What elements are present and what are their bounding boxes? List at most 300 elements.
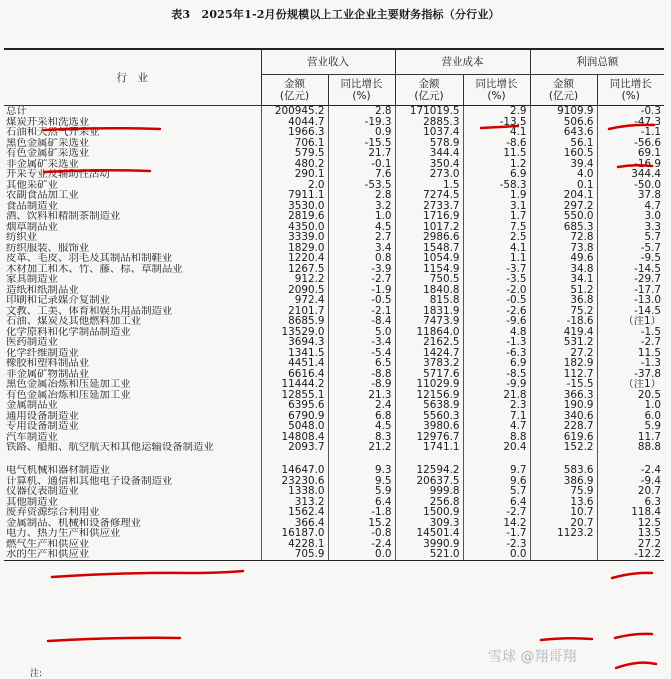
revenue-amount-cell: 3694.3	[261, 337, 328, 348]
profit-growth-cell: （注1）	[597, 379, 664, 390]
revenue-amount-cell: 6616.4	[261, 369, 328, 380]
revenue-amount-cell: 4451.4	[261, 358, 328, 369]
industry-name-cell: 农副食品加工业	[6, 190, 79, 201]
table-row	[4, 306, 664, 317]
revenue-growth-cell: 0.9	[328, 127, 395, 138]
industry-name-cell: 医药制造业	[6, 337, 58, 348]
cost-growth-cell: 3.1	[463, 201, 530, 212]
industry-name-cell: 总计	[6, 105, 27, 117]
footnote: 注:	[30, 669, 43, 679]
profit-growth-cell: -0.3	[597, 106, 664, 117]
cost-growth-cell: 2.3	[463, 400, 530, 411]
cost-amount-cell: 12156.9	[395, 390, 463, 401]
cost-growth-cell: 4.1	[463, 127, 530, 138]
revenue-growth-cell: -19.3	[328, 117, 395, 128]
cost-growth-cell: 0.0	[463, 549, 530, 560]
profit-amount-cell: 20.7	[530, 518, 597, 529]
profit-growth-cell: 20.5	[597, 390, 664, 401]
industry-name-cell: 计算机、通信和其他电子设备制造业	[6, 475, 173, 486]
revenue-amount-cell: 14647.0	[261, 465, 328, 476]
profit-growth-cell: 3.0	[597, 211, 664, 222]
profit-growth-cell: -1.3	[597, 358, 664, 369]
profit-amount-cell: 75.2	[530, 306, 597, 317]
cost-growth-cell: 6.9	[463, 358, 530, 369]
cost-growth-cell: -2.7	[463, 507, 530, 518]
profit-amount-cell: 643.6	[530, 127, 597, 138]
revenue-amount-cell: 7911.1	[261, 190, 328, 201]
revenue-header: 营业收入	[261, 49, 395, 75]
industry-name-cell: 食品制造业	[6, 200, 58, 211]
cost-amount-cell: 5638.9	[395, 400, 463, 411]
profit-amount-cell: 27.2	[530, 348, 597, 359]
cost-amount-cell: 1154.9	[395, 264, 463, 275]
profit-growth-cell: -56.6	[597, 138, 664, 149]
revenue-amount-cell: 706.1	[261, 138, 328, 149]
profit-amount-cell: 1123.2	[530, 528, 597, 539]
revenue-growth-cell: -3.4	[328, 337, 395, 348]
cost-amount-cell: 7473.9	[395, 316, 463, 327]
cost-amount-cell: 7274.5	[395, 190, 463, 201]
profit-amount-cell: -18.6	[530, 316, 597, 327]
cost-growth-cell: -1.7	[463, 528, 530, 539]
revenue-growth-cell: -15.5	[328, 138, 395, 149]
revenue-amount-cell: 705.9	[261, 549, 328, 560]
revenue-growth-cell: 21.7	[328, 148, 395, 159]
revenue-amount-cell: 4044.7	[261, 117, 328, 128]
profit-growth-cell: -2.7	[597, 337, 664, 348]
profit-amount-cell: 190.9	[530, 400, 597, 411]
cost-amount-cell: 1741.1	[395, 442, 463, 465]
table-row	[4, 348, 664, 359]
table-row	[4, 232, 664, 243]
cost-growth-cell: 4.8	[463, 327, 530, 338]
cost-growth-cell: -6.3	[463, 348, 530, 359]
revenue-amount-cell: 366.4	[261, 518, 328, 529]
revenue-growth-cell: 15.2	[328, 518, 395, 529]
profit-amount-cell: 36.8	[530, 295, 597, 306]
mark-profit-electronics	[612, 573, 652, 578]
revenue-growth-cell: 7.6	[328, 169, 395, 180]
cost-amount-cell: 11029.9	[395, 379, 463, 390]
table-row	[4, 148, 664, 159]
cost-growth-cell: 11.5	[463, 148, 530, 159]
revenue-amount-cell: 972.4	[261, 295, 328, 306]
profit-amount-cell: 112.7	[530, 369, 597, 380]
profit-amount-cell: 366.3	[530, 390, 597, 401]
cost-growth-cell: -2.3	[463, 539, 530, 550]
table-row	[4, 486, 664, 497]
revenue-growth-cell: 6.5	[328, 358, 395, 369]
table-row	[4, 390, 664, 401]
profit-amount-cell: 550.0	[530, 211, 597, 222]
revenue-amount-cell: 2093.7	[261, 442, 328, 465]
revenue-growth-cell: 21.2	[328, 442, 395, 465]
cost-growth-cell: -3.7	[463, 264, 530, 275]
industry-name-cell: 烟草制品业	[6, 221, 58, 232]
profit-growth-cell: 1.0	[597, 400, 664, 411]
cost-amount-cell: 5560.3	[395, 411, 463, 422]
table-row	[4, 127, 664, 138]
cost-amount-cell: 20637.5	[395, 476, 463, 487]
revenue-amount-cell: 1267.5	[261, 264, 328, 275]
profit-growth-cell: 118.4	[597, 507, 664, 518]
revenue-amount-cell: 1341.5	[261, 348, 328, 359]
industry-name-cell: 铁路、船舶、航空航天和其他运输设备制造业	[6, 442, 214, 453]
table-row	[4, 549, 664, 560]
profit-amount-cell: 228.7	[530, 421, 597, 432]
revenue-amount-header: 金额 (亿元)	[261, 75, 328, 106]
revenue-growth-cell: 4.5	[328, 421, 395, 432]
revenue-growth-cell: 2.8	[328, 190, 395, 201]
table-row	[4, 211, 664, 222]
profit-growth-cell: -16.9	[597, 159, 664, 170]
industry-name-cell: 文教、工美、体育和娱乐用品制造业	[6, 305, 173, 316]
profit-growth-cell: （注1）	[597, 316, 664, 327]
cost-amount-cell: 344.4	[395, 148, 463, 159]
revenue-growth-cell: 5.9	[328, 486, 395, 497]
cost-growth-cell: 5.7	[463, 486, 530, 497]
cost-growth-cell: 2.5	[463, 232, 530, 243]
revenue-growth-cell: 3.4	[328, 243, 395, 254]
table-row	[4, 274, 664, 285]
profit-growth-cell: 6.0	[597, 411, 664, 422]
profit-amount-cell: 152.2	[530, 442, 597, 465]
table-row	[4, 421, 664, 432]
revenue-growth-cell: -2.1	[328, 306, 395, 317]
revenue-growth-cell: -3.9	[328, 264, 395, 275]
cost-growth-cell: -8.6	[463, 138, 530, 149]
cost-amount-cell: 309.3	[395, 518, 463, 529]
cost-amount-cell: 521.0	[395, 549, 463, 560]
cost-amount-cell: 350.4	[395, 159, 463, 170]
industry-name-cell: 非金属矿采选业	[6, 158, 79, 169]
industry-name-cell: 有色金属冶炼和压延加工业	[6, 389, 131, 400]
revenue-amount-cell: 14808.4	[261, 432, 328, 443]
profit-growth-cell: 27.2	[597, 539, 664, 550]
profit-growth-header: 同比增长 (%)	[597, 75, 664, 106]
cost-growth-header: 同比增长 (%)	[463, 75, 530, 106]
cost-growth-cell: 9.6	[463, 476, 530, 487]
cost-amount-cell: 5717.6	[395, 369, 463, 380]
profit-growth-cell: -1.5	[597, 327, 664, 338]
cost-amount-cell: 12594.2	[395, 465, 463, 476]
cost-amount-cell: 11864.0	[395, 327, 463, 338]
profit-amount-cell: 583.6	[530, 465, 597, 476]
profit-growth-cell: -37.8	[597, 369, 664, 380]
cost-growth-cell: -2.0	[463, 285, 530, 296]
cost-growth-cell: 4.7	[463, 421, 530, 432]
profit-amount-cell: 619.6	[530, 432, 597, 443]
cost-amount-cell: 2162.5	[395, 337, 463, 348]
industry-name-cell: 专用设备制造业	[6, 421, 79, 432]
cost-amount-cell: 3783.2	[395, 358, 463, 369]
revenue-growth-cell: 8.3	[328, 432, 395, 443]
cost-growth-cell: -8.5	[463, 369, 530, 380]
cost-growth-cell: 14.2	[463, 518, 530, 529]
revenue-growth-cell: 2.7	[328, 232, 395, 243]
cost-amount-cell: 1840.8	[395, 285, 463, 296]
cost-growth-cell: 1.7	[463, 211, 530, 222]
profit-amount-header: 金额 (亿元)	[530, 75, 597, 106]
table-row	[4, 518, 664, 529]
revenue-amount-cell: 912.2	[261, 274, 328, 285]
industry-name-cell: 酒、饮料和精制茶制造业	[6, 211, 121, 222]
revenue-amount-cell: 1562.4	[261, 507, 328, 518]
profit-growth-cell: 5.7	[597, 232, 664, 243]
cost-growth-cell: -2.6	[463, 306, 530, 317]
underline-power-heat	[48, 638, 180, 641]
table-row	[4, 117, 664, 128]
cost-growth-cell: -58.3	[463, 180, 530, 191]
revenue-amount-cell: 6790.9	[261, 411, 328, 422]
profit-growth-cell: 12.5	[597, 518, 664, 529]
revenue-growth-cell: -0.5	[328, 295, 395, 306]
profit-growth-cell: 3.3	[597, 222, 664, 233]
cost-amount-cell: 2733.7	[395, 201, 463, 212]
profit-amount-cell: 39.4	[530, 159, 597, 170]
industry-name-cell: 黑色金属冶炼和压延加工业	[6, 379, 131, 390]
profit-amount-cell: 34.8	[530, 264, 597, 275]
cost-growth-cell: 7.1	[463, 411, 530, 422]
industry-name-cell: 石油和天然气开采业	[6, 127, 100, 138]
table-row	[4, 507, 664, 518]
revenue-growth-cell: -0.1	[328, 159, 395, 170]
table-row	[4, 159, 664, 170]
cost-amount-cell: 273.0	[395, 169, 463, 180]
cost-growth-cell: -0.5	[463, 295, 530, 306]
profit-growth-cell: 37.8	[597, 190, 664, 201]
profit-growth-cell: -50.0	[597, 180, 664, 191]
profit-amount-cell: 531.2	[530, 337, 597, 348]
cost-growth-cell: 1.2	[463, 159, 530, 170]
revenue-amount-cell: 1338.0	[261, 486, 328, 497]
cost-growth-cell: 4.1	[463, 243, 530, 254]
profit-growth-cell: -9.5	[597, 253, 664, 264]
cost-amount-cell: 1500.9	[395, 507, 463, 518]
industry-name-cell: 纺织业	[6, 232, 38, 243]
revenue-amount-cell: 13529.0	[261, 327, 328, 338]
cost-amount-cell: 1037.4	[395, 127, 463, 138]
profit-amount-cell	[530, 549, 597, 560]
revenue-amount-cell: 2819.6	[261, 211, 328, 222]
table-row	[4, 285, 664, 296]
revenue-amount-cell: 2.0	[261, 180, 328, 191]
industry-name-cell: 家具制造业	[6, 274, 58, 285]
cost-growth-cell: -9.9	[463, 379, 530, 390]
profit-amount-cell: 386.9	[530, 476, 597, 487]
profit-growth-cell: 344.4	[597, 169, 664, 180]
industry-header: 行 业	[4, 49, 261, 106]
revenue-growth-cell: 6.8	[328, 411, 395, 422]
profit-amount-cell: 340.6	[530, 411, 597, 422]
revenue-amount-cell: 6395.6	[261, 400, 328, 411]
table-row	[4, 432, 664, 443]
revenue-growth-cell: -2.7	[328, 274, 395, 285]
revenue-amount-cell: 11444.2	[261, 379, 328, 390]
industry-name-cell: 电力、热力生产和供应业	[6, 528, 121, 539]
table-title: 表3 2025年1-2月份规模以上工业企业主要财务指标（分行业）	[171, 8, 500, 21]
revenue-amount-cell: 3530.0	[261, 201, 328, 212]
profit-growth-cell: 11.5	[597, 348, 664, 359]
revenue-amount-cell: 8685.9	[261, 316, 328, 327]
industry-name-cell: 金属制品、机械和设备修理业	[6, 517, 142, 528]
table-row	[4, 442, 664, 465]
revenue-amount-cell: 16187.0	[261, 528, 328, 539]
table-row	[4, 316, 664, 327]
profit-amount-cell: 4.0	[530, 169, 597, 180]
profit-amount-cell: 419.4	[530, 327, 597, 338]
financial-indicators-table	[4, 48, 664, 561]
profit-growth-cell: -5.7	[597, 243, 664, 254]
cost-amount-cell: 14501.4	[395, 528, 463, 539]
revenue-growth-cell: 3.2	[328, 201, 395, 212]
profit-growth-cell: 6.3	[597, 497, 664, 508]
industry-name-cell: 汽车制造业	[6, 431, 58, 442]
table-row	[4, 411, 664, 422]
table-row	[4, 106, 664, 117]
industry-name-cell: 仪器仪表制造业	[6, 486, 79, 497]
table-row	[4, 465, 664, 476]
cost-amount-header: 金额 (亿元)	[395, 75, 463, 106]
underline-computer-electronics	[52, 571, 243, 577]
cost-amount-cell: 1831.9	[395, 306, 463, 317]
revenue-growth-cell: -53.5	[328, 180, 395, 191]
cost-amount-cell: 1716.9	[395, 211, 463, 222]
table-row	[4, 497, 664, 508]
profit-amount-cell: 51.2	[530, 285, 597, 296]
cost-growth-cell: 6.9	[463, 169, 530, 180]
industry-name-cell: 非金属矿物制品业	[6, 368, 90, 379]
table-row	[4, 539, 664, 550]
profit-growth-cell: -9.4	[597, 476, 664, 487]
profit-amount-cell: 506.6	[530, 117, 597, 128]
industry-name-cell: 其他采矿业	[6, 179, 58, 190]
industry-name-cell: 化学纤维制造业	[6, 347, 79, 358]
cost-amount-cell: 578.9	[395, 138, 463, 149]
cost-growth-cell: 2.9	[463, 106, 530, 117]
cost-amount-cell: 815.8	[395, 295, 463, 306]
profit-growth-cell: -14.5	[597, 264, 664, 275]
industry-name-cell: 水的生产和供应业	[4, 549, 261, 560]
profit-amount-cell: 34.1	[530, 274, 597, 285]
revenue-amount-cell: 3339.0	[261, 232, 328, 243]
profit-amount-cell: 56.1	[530, 138, 597, 149]
mark-bottom-right	[616, 663, 656, 668]
industry-name-cell: 化学原料和化学制品制造业	[6, 326, 131, 337]
profit-growth-cell: 5.9	[597, 421, 664, 432]
revenue-growth-cell: 1.0	[328, 211, 395, 222]
cost-growth-cell: 9.7	[463, 465, 530, 476]
revenue-amount-cell: 12855.1	[261, 390, 328, 401]
revenue-growth-cell: 6.4	[328, 497, 395, 508]
profit-amount-cell: 160.5	[530, 148, 597, 159]
revenue-growth-cell: 21.3	[328, 390, 395, 401]
cost-amount-cell: 1017.2	[395, 222, 463, 233]
profit-growth-cell: -47.3	[597, 117, 664, 128]
profit-amount-cell: 49.6	[530, 253, 597, 264]
cost-amount-cell: 171019.5	[395, 106, 463, 117]
industry-name-cell: 燃气生产和供应业	[6, 538, 90, 549]
cost-amount-cell: 3990.9	[395, 539, 463, 550]
cost-growth-cell: 7.5	[463, 222, 530, 233]
revenue-amount-cell: 4350.0	[261, 222, 328, 233]
watermark: 雪球 @翔哥翔	[488, 649, 577, 665]
table-row	[4, 169, 664, 180]
profit-growth-cell: 11.7	[597, 432, 664, 443]
table-row	[4, 180, 664, 191]
cost-amount-cell: 750.5	[395, 274, 463, 285]
table-row	[4, 295, 664, 306]
profit-growth-cell: -1.1	[597, 127, 664, 138]
revenue-growth-cell: -8.8	[328, 369, 395, 380]
revenue-amount-cell: 200945.2	[261, 106, 328, 117]
cost-amount-cell: 1548.7	[395, 243, 463, 254]
cost-amount-cell: 1424.7	[395, 348, 463, 359]
table-row	[4, 379, 664, 390]
profit-amount-cell: 297.2	[530, 201, 597, 212]
revenue-amount-cell: 1966.3	[261, 127, 328, 138]
profit-growth-cell: -13.0	[597, 295, 664, 306]
revenue-growth-cell: -1.8	[328, 507, 395, 518]
industry-name-cell: 印刷和记录媒介复制业	[6, 295, 110, 306]
cost-amount-cell: 3980.6	[395, 421, 463, 432]
cost-growth-cell: 20.4	[463, 442, 530, 465]
revenue-amount-cell: 480.2	[261, 159, 328, 170]
table-row	[4, 358, 664, 369]
revenue-amount-cell: 579.5	[261, 148, 328, 159]
table-row	[4, 253, 664, 264]
profit-growth-cell: -14.5	[597, 306, 664, 317]
revenue-growth-cell: 0.0	[328, 549, 395, 560]
cost-amount-cell: 256.8	[395, 497, 463, 508]
revenue-growth-cell: 2.4	[328, 400, 395, 411]
table-row	[4, 201, 664, 212]
table-row	[4, 264, 664, 275]
profit-amount-cell: 75.9	[530, 486, 597, 497]
industry-name-cell: 木材加工和木、竹、藤、棕、草制品业	[6, 263, 183, 274]
industry-name-cell: 皮革、毛皮、羽毛及其制品和制鞋业	[6, 253, 173, 264]
revenue-growth-cell: -1.9	[328, 285, 395, 296]
profit-growth-cell: -17.7	[597, 285, 664, 296]
industry-name-cell: 橡胶和塑料制品业	[6, 358, 90, 369]
industry-name-cell: 造纸和纸制品业	[6, 284, 79, 295]
cost-amount-cell: 1.5	[395, 180, 463, 191]
profit-amount-cell: 72.8	[530, 232, 597, 243]
revenue-growth-cell: -5.4	[328, 348, 395, 359]
cost-growth-cell: 1.9	[463, 190, 530, 201]
profit-growth-cell: -12.2	[597, 549, 664, 560]
cost-growth-cell: 21.8	[463, 390, 530, 401]
revenue-amount-cell: 290.1	[261, 169, 328, 180]
table-body	[4, 106, 664, 561]
cost-growth-cell: -9.6	[463, 316, 530, 327]
table-row	[4, 476, 664, 487]
table-row	[4, 222, 664, 233]
profit-amount-cell: -15.5	[530, 379, 597, 390]
table-row	[4, 243, 664, 254]
profit-amount-cell: 13.6	[530, 497, 597, 508]
profit-growth-cell: -2.4	[597, 465, 664, 476]
revenue-amount-cell: 4228.1	[261, 539, 328, 550]
revenue-growth-cell: -0.8	[328, 528, 395, 539]
industry-name-cell: 有色金属矿采选业	[6, 148, 90, 159]
profit-header: 利润总额	[530, 49, 664, 75]
revenue-growth-cell: -8.4	[328, 316, 395, 327]
revenue-amount-cell: 23230.6	[261, 476, 328, 487]
profit-growth-cell: -29.7	[597, 274, 664, 285]
industry-name-cell: 其他制造业	[6, 496, 58, 507]
profit-growth-cell: 20.7	[597, 486, 664, 497]
